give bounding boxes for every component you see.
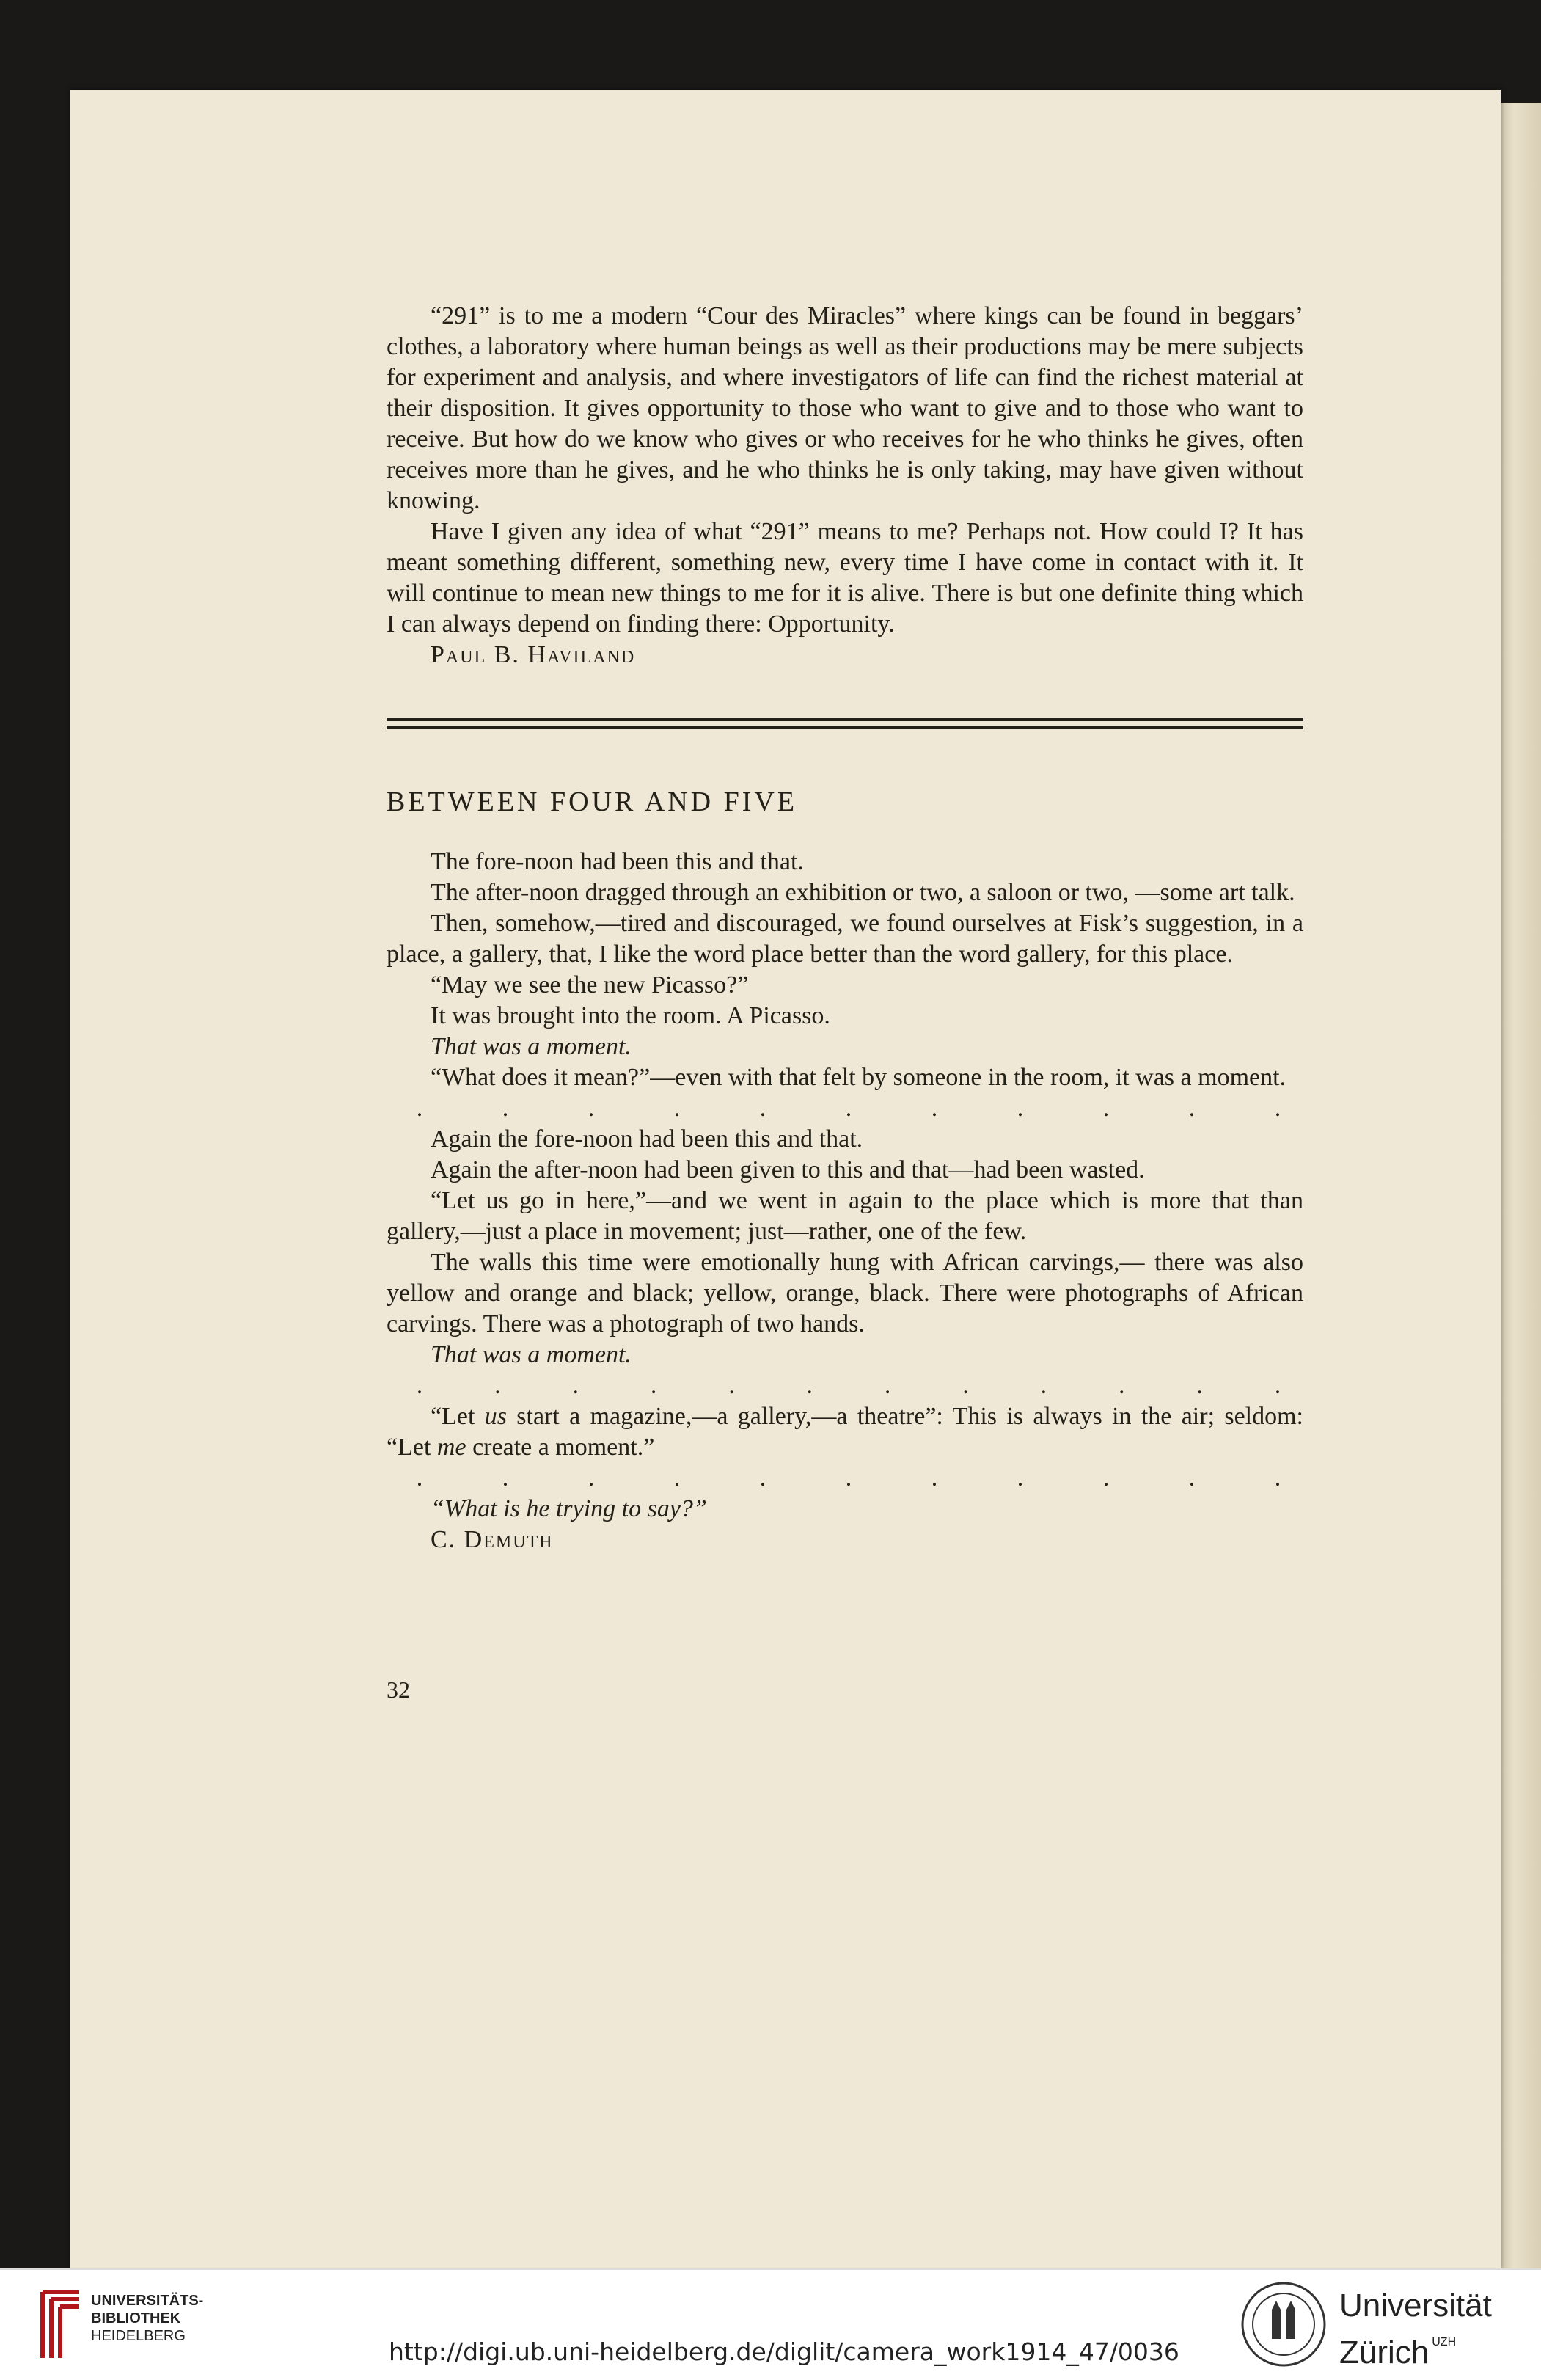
signature-haviland: Paul B. Haviland <box>431 641 636 668</box>
italic-line <box>387 1032 1303 1062</box>
text-line: The walls this time were emotionally hung with African carvings,— there was also yellow and orange and black; yellow, orange, black. There were photographs of African carvings. There was a photograph of two hands. <box>387 1249 1303 1337</box>
signature-demuth: C. Demuth <box>431 1526 554 1553</box>
italic-text: That was a moment. <box>431 1341 632 1368</box>
text-line: Again the fore-noon had been this and that. <box>431 1125 863 1153</box>
paragraph-291-closing: Have I given any idea of what “291” means to me? Perhaps not. How could I? It has meant something different, something new, every time I have come in contact with it. It will continue to mean new things to me for it is alive. There is but one definite thing which I can always depend on finding there: Opportunity. <box>387 518 1303 638</box>
italic-text: me <box>436 1434 466 1461</box>
paragraph-291-intro: “291” is to me a modern “Cour des Miracles” where kings can be found in beggars’ clothes, a laboratory where human beings as well as their productions may be mere subjects for experiment and analysis, and where investigators of life can find the richest material at their disposition. It gives opportunity to those who want to give and to those who want to receive. But how do we know who gives or who receives for he who thinks he gives, often receives more than he gives, and he who thinks he is only taking, may have given without knowing. <box>387 302 1303 514</box>
italic-text: That was a moment. <box>431 1033 632 1060</box>
double-rule-divider <box>387 718 1303 729</box>
uzh-name <box>1339 2288 1492 2371</box>
ellipsis-row: . . . . . . . . . . . . <box>416 1372 1281 1399</box>
uzh-line <box>1339 2324 1492 2371</box>
italic-text: us <box>484 1403 507 1430</box>
text-line: Again the after-noon had been given to this and that—had been wasted. <box>431 1156 1145 1183</box>
italic-line <box>387 1494 1303 1525</box>
text-fragment: create a moment.” <box>466 1434 655 1461</box>
rule-line <box>387 718 1303 721</box>
text-line: The after-noon dragged through an exhibition or two, a saloon or two, —some art talk. <box>431 879 1295 906</box>
library-line: UNIVERSITÄTS- <box>91 2293 204 2309</box>
text-line: The fore-noon had been this and that. <box>431 848 804 875</box>
ellipsis-row: . . . . . . . . . . . <box>416 1464 1281 1492</box>
text-line-mixed <box>387 1401 1303 1463</box>
text-line: “What does it mean?”—even with that felt by someone in the room, it was a moment. <box>431 1064 1286 1091</box>
uzh-city: Zürich <box>1339 2335 1430 2370</box>
ub-heidelberg-logo-icon[interactable] <box>35 2285 87 2365</box>
page-number: 32 <box>387 1676 410 1703</box>
library-line: HEIDELBERG <box>91 2328 186 2344</box>
uzh-abbrev: UZH <box>1432 2336 1457 2348</box>
text-line: “May we see the new Picasso?” <box>431 971 749 999</box>
library-name <box>91 2292 203 2345</box>
ellipsis-row: . . . . . . . . . . . <box>416 1095 1281 1122</box>
section-title: BETWEEN FOUR AND FIVE <box>387 786 798 817</box>
rule-line <box>387 726 1303 729</box>
page-gutter-edge <box>1496 103 1541 2268</box>
text-line: It was brought into the room. A Picasso. <box>431 1002 830 1029</box>
viewer-footer <box>0 2268 1541 2380</box>
italic-line <box>387 1340 1303 1370</box>
text-line: “Let us go in here,”—and we went in again to the place which is more that than gallery,—just a place in movement; just—rather, one of the few. <box>387 1187 1303 1245</box>
text-fragment: start a magazine,—a gallery,—a theatre”: This is always in the air; seldom: “Let <box>387 1403 1303 1461</box>
permalink-url[interactable]: http://digi.ub.uni-heidelberg.de/diglit/camera_work1914_47/0036 <box>389 2337 1179 2366</box>
library-line: BIBLIOTHEK <box>91 2310 181 2326</box>
text-fragment: “Let <box>431 1403 485 1430</box>
uzh-line: Universität <box>1339 2288 1492 2324</box>
italic-text: “What is he trying to say?” <box>431 1495 707 1522</box>
page-text <box>387 301 1303 1555</box>
text-line: Then, somehow,—tired and discouraged, we found ourselves at Fisk’s suggestion, in a place, a gallery, that, I like the word place better than the word gallery, for this place. <box>387 910 1303 968</box>
uzh-seal-icon[interactable] <box>1240 2280 1328 2368</box>
